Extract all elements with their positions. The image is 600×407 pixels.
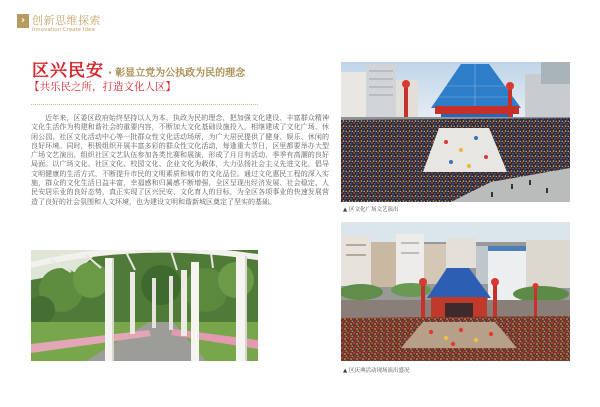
plaza-illustration	[341, 62, 570, 202]
section-title: 创新思维探索	[32, 14, 101, 27]
stage-photo	[341, 222, 570, 361]
pergola-photo	[31, 250, 258, 361]
chevron-right-icon: ›	[17, 14, 29, 28]
plaza-caption: ▲ 区文化广场文艺演出	[343, 207, 399, 213]
section-subtitle: Innovation Create Idea	[32, 27, 95, 33]
title-separator: ·	[108, 66, 113, 79]
tower-roof	[488, 246, 526, 251]
plaza-photo	[341, 62, 570, 202]
article-subtitle: 彰显立党为公执政为民的理念	[115, 68, 246, 79]
article-tagline: 【共乐民之所，打造文化人区】	[29, 81, 176, 93]
stage-illustration	[341, 222, 570, 361]
article-title: 区兴民安	[32, 61, 104, 81]
pergola-illustration	[31, 250, 258, 361]
dotted-divider	[31, 104, 258, 105]
article-body: 近年来，区委区政府始终坚持以人为本、执政为民的理念，把加强文化建设、丰富群众精神文化生活作为构建和谐社会的重要内容，不断加大文化基础设施投入，相继建成了文化广场、休闲公园、社区文化活动中心等一批群众性文化活动场所，为广大居民提供了健身、娱乐、休闲的良好环境。同时，积极组织开展丰富多彩的群众性文化活动，每逢重大节日，区里都要举办大型广场文艺演出，组织社区文艺队伍参加各类比赛和展演，形成了月月有活动、季季有高潮的良好局面。以广场文化、社区文化、校园文化、企业文化为载体，大力弘扬社会主义先进文化，倡导文明健康的生活方式，不断提升市民的文明素质和城市的文化品位。通过文化惠民工程的深入实施，群众的文化生活日益丰富，幸福感和归属感不断增强，全区呈现出经济发展、社会稳定、人民安居乐业的良好态势，真正实现了区兴民安、文化育人的目标，为全区各项事业的快速发展营造了良好的社会氛围和人文环境，也为建设文明和谐新城区奠定了坚实的基础。	[31, 114, 329, 206]
article-heading	[32, 56, 245, 81]
stage-caption: ▲ 区庆典活动现场演出盛况	[343, 368, 410, 374]
stage-banner	[435, 106, 519, 114]
